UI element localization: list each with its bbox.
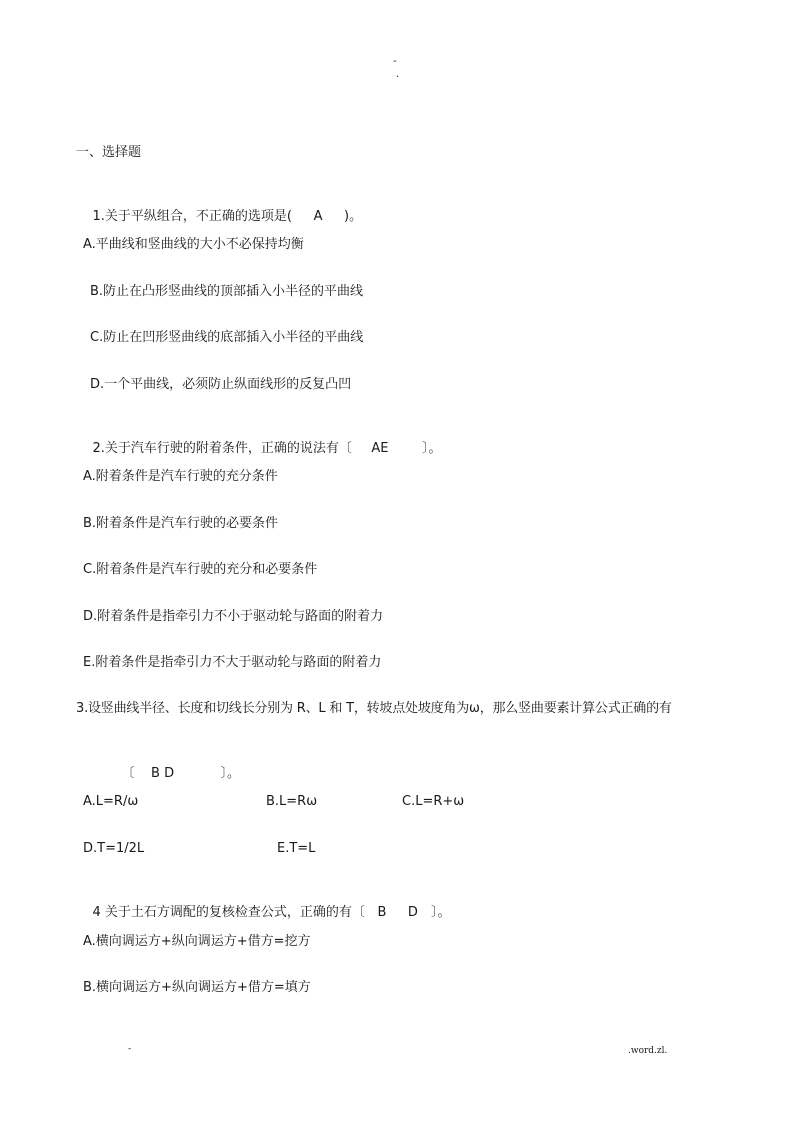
question-2-option-a: A.附着条件是汽车行驶的充分条件 — [83, 469, 278, 484]
question-1-option-c: C.防止在凹形竖曲线的底部插入小半径的平曲线 — [90, 330, 364, 345]
question-2-stem-end: 〕。 — [421, 441, 442, 456]
question-1-option-b: B.防止在凸形竖曲线的顶部插入小半径的平曲线 — [90, 284, 364, 299]
question-2-option-b: B.附着条件是汽车行驶的必要条件 — [83, 516, 279, 531]
question-4-stem-text: 4 关于土石方调配的复核检查公式，正确的有〔 — [92, 905, 365, 920]
question-2-option-c: C.附着条件是汽车行驶的充分和必要条件 — [83, 562, 318, 577]
question-4-option-b: B.横向调运方+纵向调运方+借方=填方 — [83, 980, 311, 995]
question-3-option-e: E.T=L — [277, 841, 316, 856]
question-2-option-e: E.附着条件是指牵引力不大于驱动轮与路面的附着力 — [83, 655, 382, 670]
header-dot: . — [396, 69, 400, 80]
header-dash: - — [393, 56, 397, 67]
question-3-stem: 3.设竖曲线半径、长度和切线长分别为 R、L 和 T，转坡点处坡度角为ω，那么竖曲要素计算公式正确的有 — [76, 701, 672, 716]
question-1-option-d: D.一个平曲线，必须防止纵面线形的反复凸凹 — [90, 377, 352, 392]
footer-left-mark: - — [128, 1044, 132, 1054]
question-4-answer-d: D — [407, 905, 418, 920]
question-3-bracket-close: 〕。 — [220, 766, 241, 781]
question-4-stem-end: 〕。 — [430, 905, 451, 920]
question-3-bracket-open: 〔 — [121, 766, 135, 781]
question-3-option-d: D.T=1/2L — [83, 841, 145, 856]
question-3-answer: B D — [151, 766, 175, 781]
question-4-answer-b: B — [377, 905, 387, 920]
question-1-option-a: A.平曲线和竖曲线的大小不必保持均衡 — [83, 237, 304, 252]
question-2-answer: AE — [371, 441, 389, 456]
question-4-stem — [76, 886, 450, 940]
footer-right-mark: .word.zl. — [628, 1046, 668, 1056]
question-1-answer: A — [313, 209, 323, 224]
question-3-option-a: A.L=R/ω — [83, 794, 139, 809]
question-1-stem-text: 1.关于平纵组合，不正确的选项是( — [92, 209, 293, 224]
section-title: 一、选择题 — [76, 145, 142, 160]
question-4-option-a: A.横向调运方+纵向调运方+借方=挖方 — [83, 934, 311, 949]
question-2-stem-text: 2.关于汽车行驶的附着条件，正确的说法有〔 — [92, 441, 352, 456]
question-2-option-d: D.附着条件是指牵引力不小于驱动轮与路面的附着力 — [83, 609, 384, 624]
question-3-option-b: B.L=Rω — [266, 794, 318, 809]
question-1-stem-end: )。 — [344, 209, 363, 224]
question-3-option-c: C.L=R+ω — [402, 794, 465, 809]
